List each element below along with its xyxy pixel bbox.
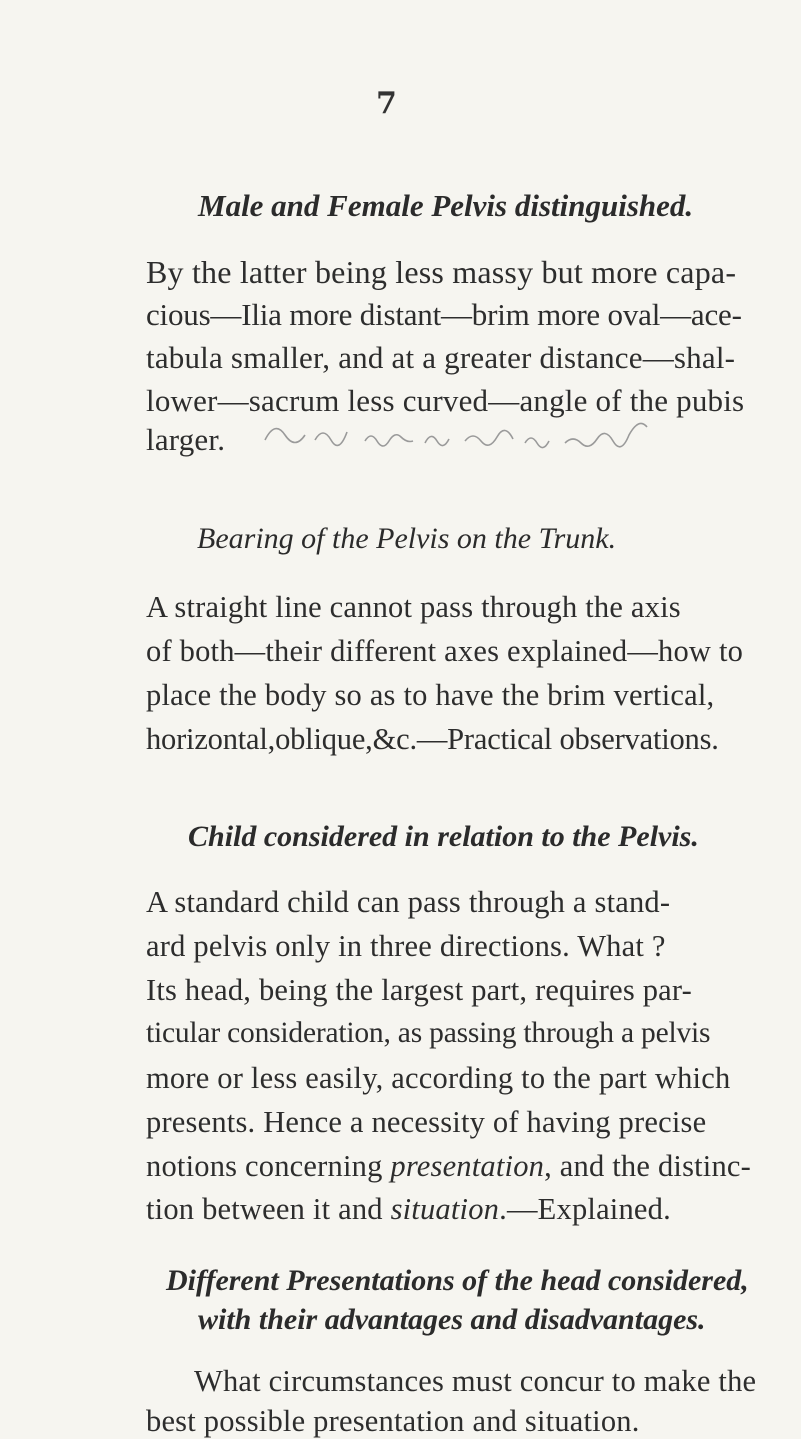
italic-term-situation: situation [390, 1192, 500, 1226]
text-line: ard pelvis only in three directions. What ? [146, 929, 666, 963]
text-line: more or less easily, according to the part which [146, 1061, 731, 1095]
handwritten-scribble [255, 395, 675, 455]
page-number: 7 [376, 86, 397, 121]
section-heading-different-presentations-line1: Different Presentations of the head considered, [166, 1264, 749, 1297]
section-heading-child-in-relation: Child considered in relation to the Pelvis. [188, 820, 699, 853]
text-line [146, 1192, 671, 1227]
text-line: What circumstances must concur to make the [194, 1364, 757, 1398]
text-span: tion between it and [146, 1192, 383, 1226]
text-line: best possible presentation and situation. [146, 1404, 640, 1438]
text-span: .—Explained. [499, 1192, 671, 1226]
text-span: , and the distinc- [544, 1149, 752, 1183]
text-line: A standard child can pass through a stand- [146, 885, 671, 919]
text-line: ticular consideration, as passing through a pelvis [146, 1017, 711, 1049]
text-line: cious—Ilia more distant—brim more oval—ace- [146, 297, 742, 332]
text-line: A straight line cannot pass through the axis [146, 590, 681, 624]
text-line: Its head, being the largest part, requires par- [146, 973, 693, 1007]
section-heading-different-presentations-line2: with their advantages and disadvantages. [198, 1303, 706, 1336]
text-line: By the latter being less massy but more capa- [146, 254, 737, 290]
section-heading-male-female-pelvis: Male and Female Pelvis distinguished. [198, 188, 694, 223]
text-line: horizontal,oblique,&c.—Practical observations. [146, 722, 719, 756]
italic-term-presentation: presentation [390, 1149, 545, 1183]
text-line: presents. Hence a necessity of having precise [146, 1105, 707, 1139]
text-line: tabula smaller, and at a greater distance—shal- [146, 340, 736, 375]
text-line: larger. [146, 422, 226, 457]
text-line: place the body so as to have the brim vertical, [146, 678, 715, 712]
text-span: notions concerning [146, 1149, 383, 1183]
text-line [146, 1149, 751, 1184]
text-line: lower—sacrum less curved—angle of the pubis [146, 383, 745, 418]
text-line: of both—their different axes explained—how to [146, 634, 744, 668]
section-heading-bearing-of-pelvis: Bearing of the Pelvis on the Trunk. [197, 522, 617, 555]
